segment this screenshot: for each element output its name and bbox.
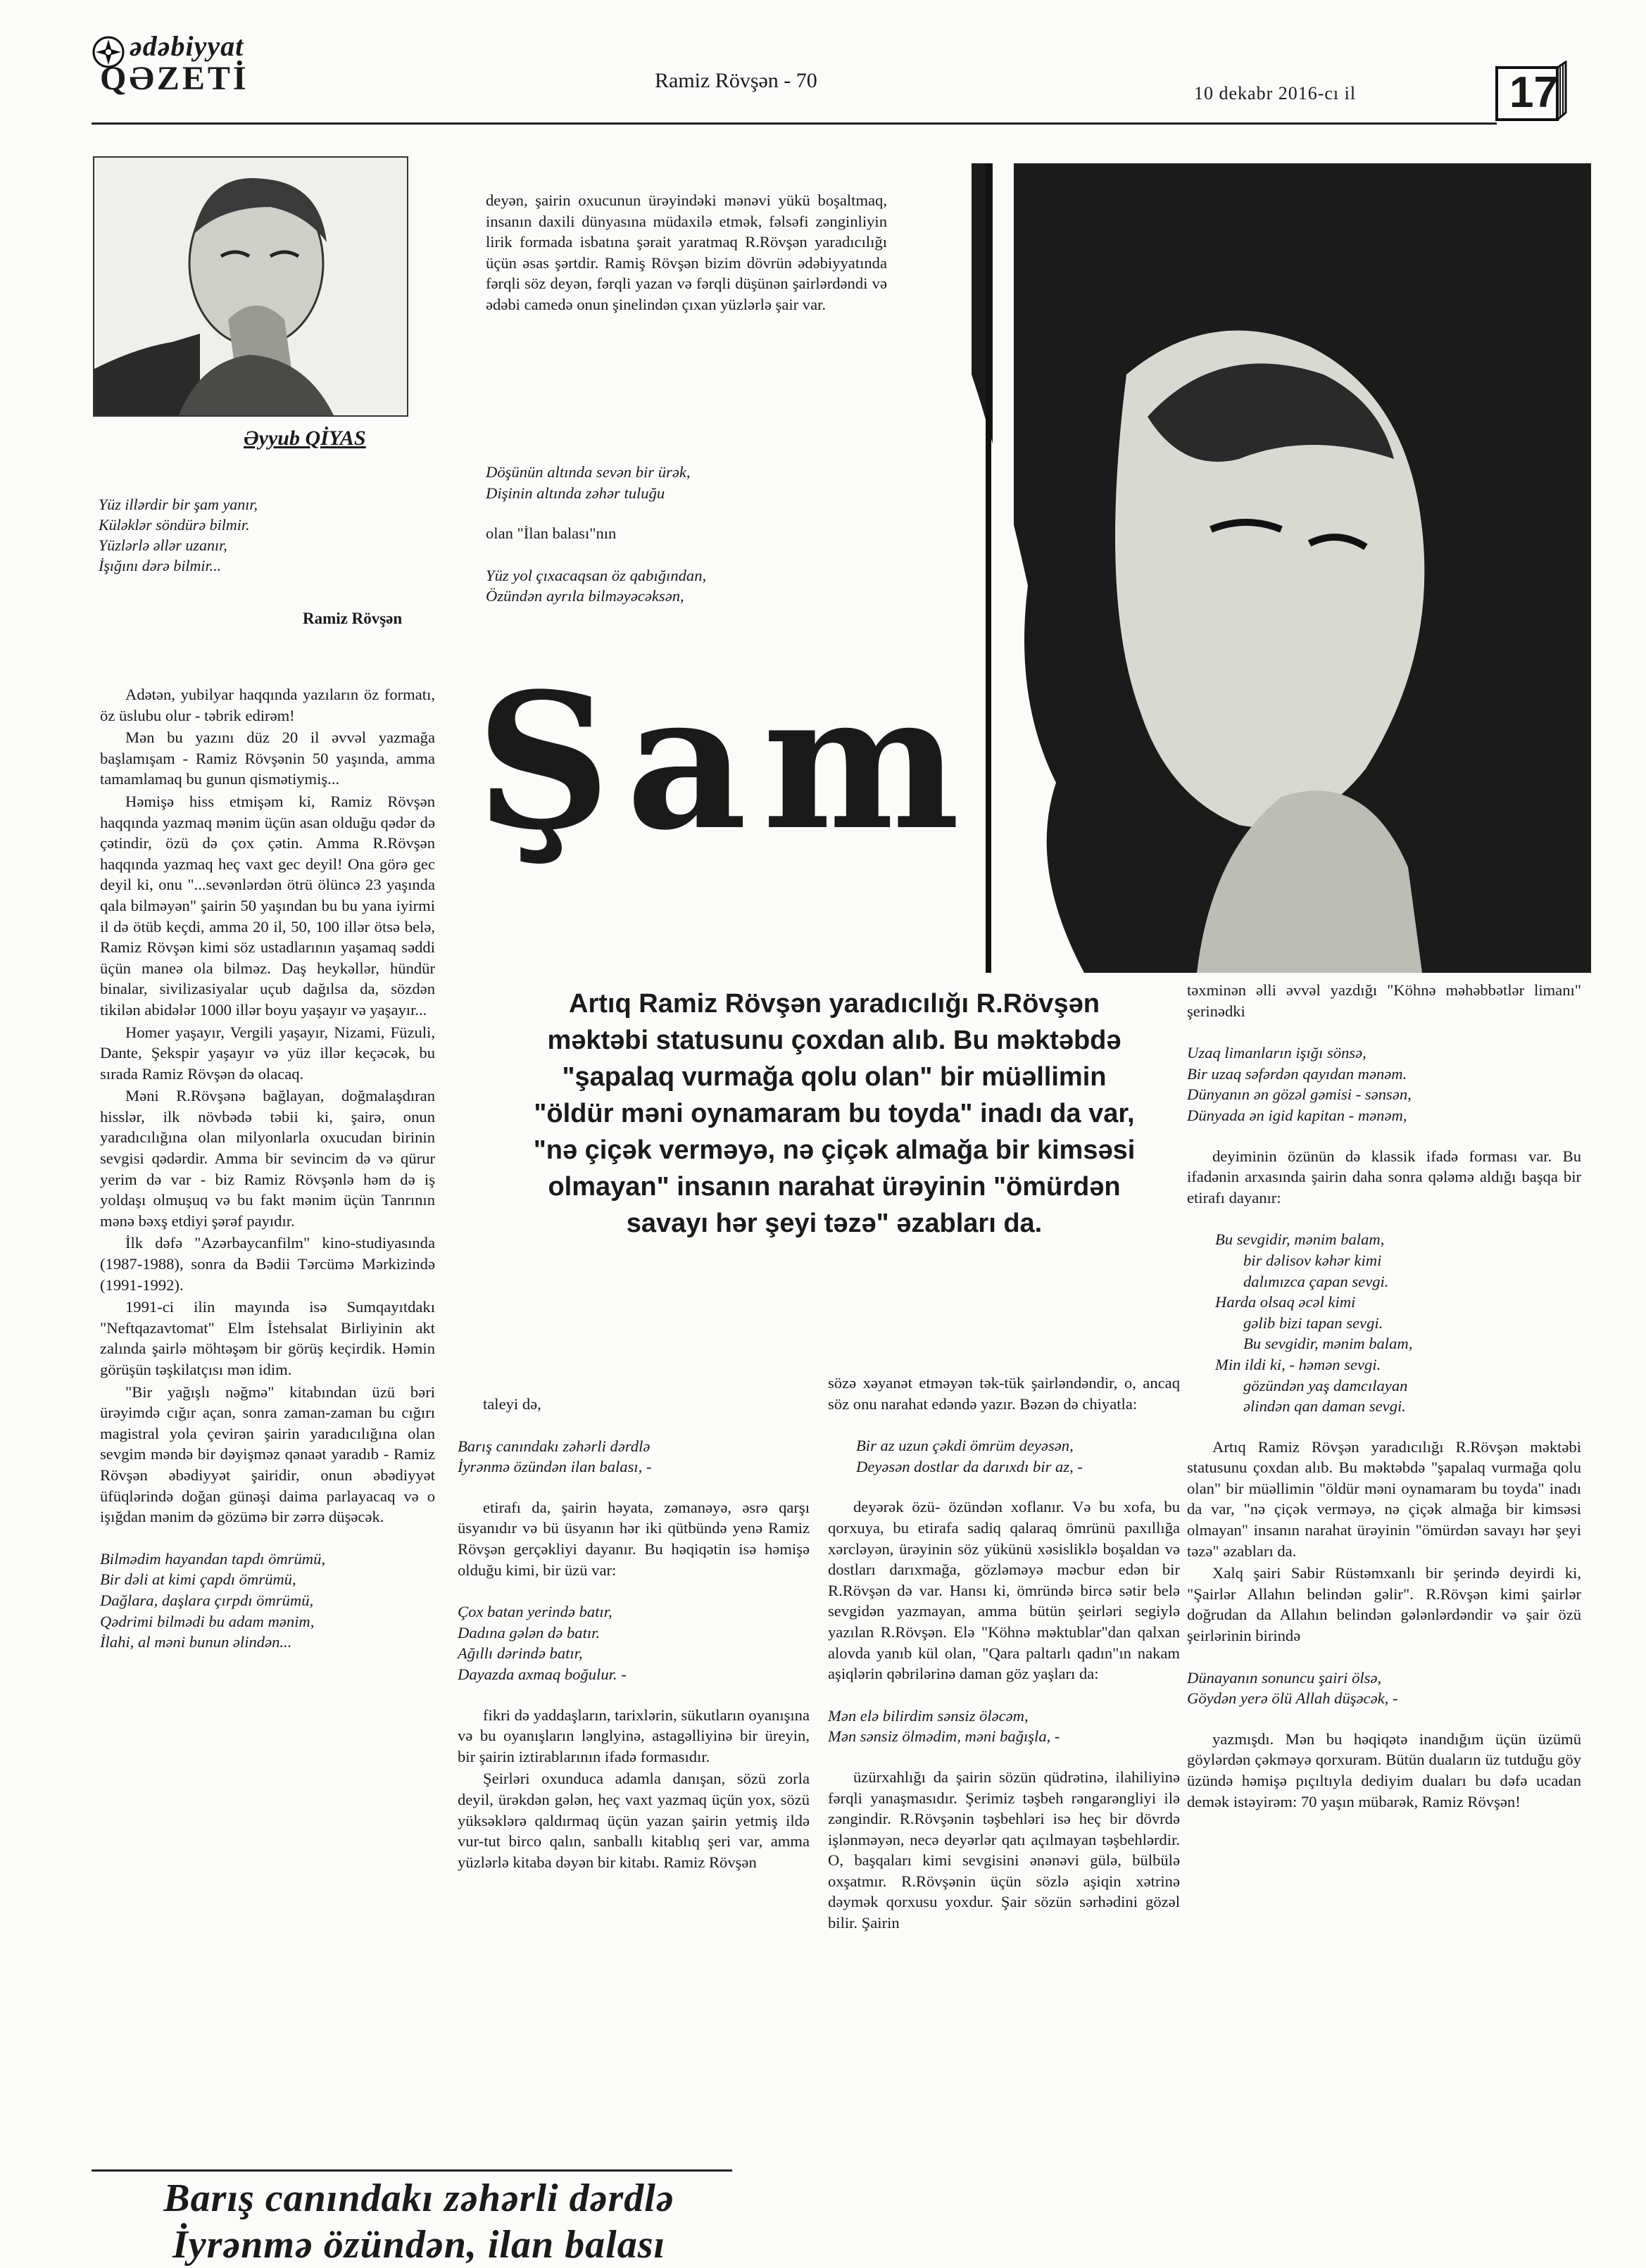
verse-line: Deyəsən dostlar da darıxdı bir az, - — [856, 1457, 1083, 1475]
paragraph: taleyi də, — [483, 1395, 541, 1413]
verse-line: Yüz yol çıxacaqsan öz qabığından, — [486, 566, 707, 584]
verse-line: Dişinin altında zəhər tuluğu — [486, 484, 665, 502]
page-number: 17 — [1509, 68, 1558, 117]
quote-banner — [92, 2175, 746, 2268]
verse-line: Barış canındakı zəhərli dərdlə — [458, 1437, 651, 1455]
verse-line: Dünyanın ən gözəl gəmisi - sənsən, — [1187, 1085, 1412, 1104]
column-4 — [1187, 980, 1581, 1813]
paragraph: Xalq şairi Sabir Rüstəmxanlı bir şerində deyirdi ki, "Şairlər Allahın belindən gəlir". R.Rövşən kimi şairlər doğrudan da Allahın belindən gələnlərdəndir və şair özü şeirlərinin birində — [1187, 1564, 1581, 1645]
verse-line: Harda olsaq əcəl kimi — [1215, 1293, 1356, 1311]
paragraph: etirafı da, şairin həyata, zəmanəyə, əsrə qarşı üsyanıdır və bü üsyanın hər iki qütbündə yenə Ramiz Rövşən gerçəkliyi dayanır. Bu həqiqətin isə həmişə olduğu kimi, bir üzü var: — [458, 1498, 810, 1579]
verse-line: Çox batan yerində batır, — [458, 1603, 612, 1621]
verse-line: Bir uzaq səfərdən qayıdan mənəm. — [1187, 1064, 1407, 1083]
paragraph: Şeirləri oxunduca adamla danışan, sözü zorla deyil, ürəkdən gələn, heç vaxt yazmaq üçün yox, sözü yüksəklərə qaldırmaq üçün yazan şairin yetmiş ildə vur-tut birco qalın, sanballı kitablıq şeri var, amma yüzlərlə kitaba dəyən bir kitabı. Ramiz Rövşən — [458, 1770, 810, 1871]
verse-line: Dünayanın sonuncu şairi ölsə, — [1187, 1668, 1382, 1687]
intro-column — [486, 190, 887, 317]
epigraph-line: Küləklər söndürə bilmir. — [99, 516, 250, 534]
paragraph: olan "İlan balası"nın — [486, 524, 617, 543]
verse-line: Min ildi ki, - həmən sevgi. — [1215, 1355, 1381, 1373]
paragraph: Məni R.Rövşənə bağlayan, doğmalaşdıran hisslər, ilk növbədə təbii ki, şairə, onun yaradıcılığına olan milyonlarla oxucudan birinin sevgisi qədərdir. Amma bir sevincim də və qürur yerim də var - biz Ramiz Rövşənlə həm də iş yoldaşı olmuşuq və bu fakt mənim üçün Tanrının mənə bəxş etdiyi şərəf payıdır. — [100, 1087, 435, 1230]
epigraph-line: Yüz illərdir bir şam yanır, — [99, 496, 258, 513]
verse-line: Bilmədim hayandan tapdı ömrümü, — [100, 1549, 326, 1568]
verse-line: Bir dəli at kimi çapdı ömrümü, — [100, 1570, 296, 1589]
verse-line: Uzaq limanların işığı sönsə, — [1187, 1044, 1367, 1062]
mid-verse-column — [486, 462, 894, 607]
paragraph: Artıq Ramiz Rövşən yaradıcılığı R.Rövşən məktəbi statusunu çoxdan alıb. Bu məktəbdə "şapalaq vurmağa qolu olan" bir müəllimin "öldür məni oynamaram bu toyda" inadı da var, "nə çiçək verməyə, nə çiçək almağa bir kimsəsi olmayan" insanın narahat ürəyinin "ömürdən savayı hər şeyi təzə" əzabları da. — [1187, 1437, 1581, 1560]
paragraph: sözə xəyanət etməyən tək-tük şairləndəndir, o, ancaq söz onu narahat edəndə yazır. Bəzən də chiyatla: — [828, 1374, 1180, 1413]
paragraph: 1991-ci ilin mayında isə Sumqayıtdakı "Neftqazavtomat" Elm İstehsalat Birliyinin akt zalında şairlə möhtəşəm bir görüş keçirdik. Həmin görüşün təşkilatçısı mən idim. — [100, 1298, 435, 1378]
paragraph: yazmışdı. Mən bu həqiqətə inandığım üçün üzümü göylərdən çəkməyə qorxuram. Bütün duaların üz tutduğu göy üzündə həmişə pıçıltıyla dediyim duaları bu dəfə ucadan demək istəyirəm: 70 yaşın mübarək, Ramiz Rövşən! — [1187, 1730, 1581, 1810]
verse-line: Mən sənsiz ölmədim, məni bağışla, - — [828, 1727, 1060, 1746]
column-2 — [458, 1394, 810, 1874]
banner-divider — [92, 2169, 732, 2172]
verse-line: dalımızca çapan sevgi. — [1243, 1272, 1389, 1290]
banner-line: İyrənmə özündən, ilan balası — [172, 2223, 666, 2267]
column-1 — [100, 684, 435, 1653]
verse-line: gəlib bizi tapan sevgi. — [1243, 1313, 1383, 1332]
section-title: Ramiz Rövşən - 70 — [655, 69, 817, 92]
verse-line: Göydən yerə ölü Allah düşəcək, - — [1187, 1689, 1398, 1708]
verse-line: Döşünün altında sevən bir ürək, — [486, 463, 691, 481]
verse-line: Dayazda axmaq boğulur. - — [458, 1665, 627, 1683]
paragraph: Mən bu yazını düz 20 il əvvəl yazmağa başlamışam - Ramiz Rövşənin 50 yaşında, amma tamamlamaq bu gunun qismətiymiş... — [100, 729, 435, 788]
verse-line: Dadına gələn də batır. — [458, 1623, 601, 1642]
paragraph: fikri də yaddaşların, tarixlərin, sükutların oyanışına və bu oyanışların lənglyinə, astagəlliyinə bir üreyin, bir şairin iztirablarının ifadə formasıdır. — [458, 1706, 810, 1765]
epigraph-attribution: Ramiz Rövşən — [303, 610, 403, 627]
poet-portrait — [915, 163, 1591, 973]
author-photo — [93, 156, 408, 417]
epigraph — [99, 494, 436, 576]
column-3 — [828, 1373, 1180, 1935]
article-title: Şam — [476, 653, 976, 871]
verse-line: Bu sevgidir, mənim balam, — [1215, 1230, 1385, 1249]
verse-line: Özündən ayrıla bilməyəcəksən, — [486, 587, 684, 605]
paragraph: Adətən, yubilyar haqqında yazıların öz formatı, öz üslubu olur - təbrik edirəm! — [100, 686, 435, 724]
verse-line: Bu sevgidir, mənim balam, — [1243, 1335, 1413, 1353]
paragraph: təxminən əlli əvvəl yazdığı "Köhnə məhəbbətlər limanı" şerinədki — [1187, 981, 1581, 1020]
banner-line: Barış canındakı zəhərli dərdlə — [163, 2176, 674, 2220]
paragraph: deyərək özü- özündən xoflanır. Və bu xofa, bu qorxuya, bu etirafa sadiq qalaraq ömrünü paxıllığa xərcləyən, ürəyinin söz yükünü xəsisliklə boşaldan və dostları darıxmağa, gözləməyə məcbur edən bir R.Rövşən də var. Hansı ki, ömründə bircə sətir belə sevgidən yazmayan, amma bütün şeirləri segiylə yazılan R.Rövşən. Elə "Köhnə məktublar"dan qalxan alovda yanıb kül olan, "Qara paltarlı qadın"ın nakam aşiqlərin qəbrilərinə daman göz yaşları da: — [828, 1498, 1180, 1683]
verse-line: gözündən yaş damcılayan — [1243, 1376, 1408, 1394]
verse-line: Dağlara, daşlara çırpdı ömrümü, — [100, 1591, 314, 1609]
verse-line: Dünyada ən igid kapitan - mənəm, — [1187, 1106, 1407, 1124]
newspaper-logo-top: ədəbiyyat — [130, 30, 244, 62]
author-name: Əyyub QİYAS — [244, 427, 366, 450]
paragraph: Həmişə hiss etmişəm ki, Ramiz Rövşən haqqında yazmaq mənim üçün asan olduğu qədər də çətindir, özü də çox çətin. Amma R.Rövşən haqqında yazmaq heç vaxt gec deyil! Ona görə gec deyil ki, onu "...sevənlərdən ötrü ölüncə 23 yaşında qala bilməyən" şairin 50 yaşından bu bu yana iyirmi il də ötüb keçdi, amma 20 il, 50, 100 illər ötsə belə, Ramiz Rövşən kimi söz ustadlarının yaşamaq səddi üçün maneə ola bilməz. Daş heykəllər, hündür binalar, sivilizasiyalar uçub dağılsa da, sözdən tikilən abidələr 1000 illər boyu yaşayır və yaşayır... — [100, 792, 435, 1019]
paragraph: deyiminin özünün də klassik ifadə forması var. Bu ifadənin arxasında şairin daha sonra qələmə aldığı başqa bir etirafı dayanır: — [1187, 1147, 1581, 1207]
verse-line: Qədrimi bilmədi bu adam mənim, — [100, 1612, 315, 1630]
epigraph-line: İşığını dərə bilmir... — [99, 557, 222, 574]
verse-line: İyrənmə özündən ilan balası, - — [458, 1458, 652, 1476]
issue-date: 10 dekabr 2016-cı il — [1194, 83, 1357, 103]
verse-line: Bir az uzun çəkdi ömrüm deyəsən, — [856, 1437, 1074, 1455]
paragraph: "Bir yağışlı nəğmə" kitabından üzü bəri ürəyimdə cığır açan, sonra zaman-zaman bu cığırı magistral yola çevirən şairin yaradıcılığına olan sevgim məndə bir dəyişməz qənaət yaradıb - Ramiz Rövşən əbədiyyət şairidir, onun əbədiyyət üfüqlərində doğan günəşi daima parlayacaq və o işığdan mənim də gözümə bir zərrə düşəcək. — [100, 1382, 435, 1526]
paragraph: İlk dəfə "Azərbaycanfilm" kino-studiyasında (1987-1988), sonra da Bədii Tərcümə Mərkizində (1991-1992). — [100, 1234, 435, 1294]
epigraph-line: Yüzlərlə əllər uzanır, — [99, 536, 227, 554]
verse-line: Ağıllı dərində batır, — [458, 1644, 583, 1663]
verse-line: İlahi, al məni bunun əlindən... — [100, 1633, 292, 1651]
newspaper-logo-bottom: QƏZETİ — [100, 60, 249, 97]
verse-line: əlindən qan daman sevgi. — [1243, 1397, 1406, 1416]
pull-quote: Artıq Ramiz Rövşən yaradıcılığı R.Rövşən məktəbi statusunu çoxdan alıb. Bu məktəbdə "şapalaq vurmağa qolu olan" bir müəllimin "öldür məni oynamaram bu toyda" inadı da var, "nə çiçək verməyə, nə çiçək almağa bir kimsəsi olmayan" insanın narahat ürəyinin "ömürdən savayı hər şeyi təzə" əzabları da. — [533, 989, 1136, 1238]
paragraph: üzürxahlığı da şairin sözün qüdrətinə, ilahiliyinə fərqli yanaşmasıdır. Şerimiz təşbeh rəngarəngliyi ilə zəngindir. R.Rövşənin təşbehləri isə heç bir dövrdə işlənməyən, necə deyərlər qatı açılmayan təşbehlərdir. O, başqaları kimi sevgisini ənənəvi gülə, bülbülə oxşatmır. R.Rövşənin üçün sözlə aşiqin xətrinə dəymək qorxusu yoxdur. Şair sözün sərhədini gözəl bilir. Şairin — [828, 1768, 1180, 1932]
verse-line: bir dəlisov kəhər kimi — [1243, 1251, 1382, 1269]
paragraph: deyən, şairin oxucunun ürəyindəki mənəvi yükü boşaltmaq, insanın daxili dünyasına müdaxilə etmək, fəlsəfi zənginliyin lirik formada isbatına şərait yaratmaq R.Rövşən yaradıcılığı üçün əsas şərtdir. Ramiş Rövşən bizim dövrün ədəbiyyatında fərqli söz deyən, fərqli yazan və fərqli düşünən şairlərdəndi və ədəbi camedə onun şinelindən çıxan yüzlərlə şair var. — [486, 191, 887, 313]
header-divider — [92, 122, 1497, 125]
verse-line: Mən elə bilirdim sənsiz öləcəm, — [828, 1706, 1029, 1725]
paragraph: Homer yaşayır, Vergili yaşayır, Nizami, Füzuli, Dante, Şekspir yaşayır və yüz illər keçəcək, bu sırada Ramiz Rövşən də olacaq. — [100, 1023, 435, 1083]
